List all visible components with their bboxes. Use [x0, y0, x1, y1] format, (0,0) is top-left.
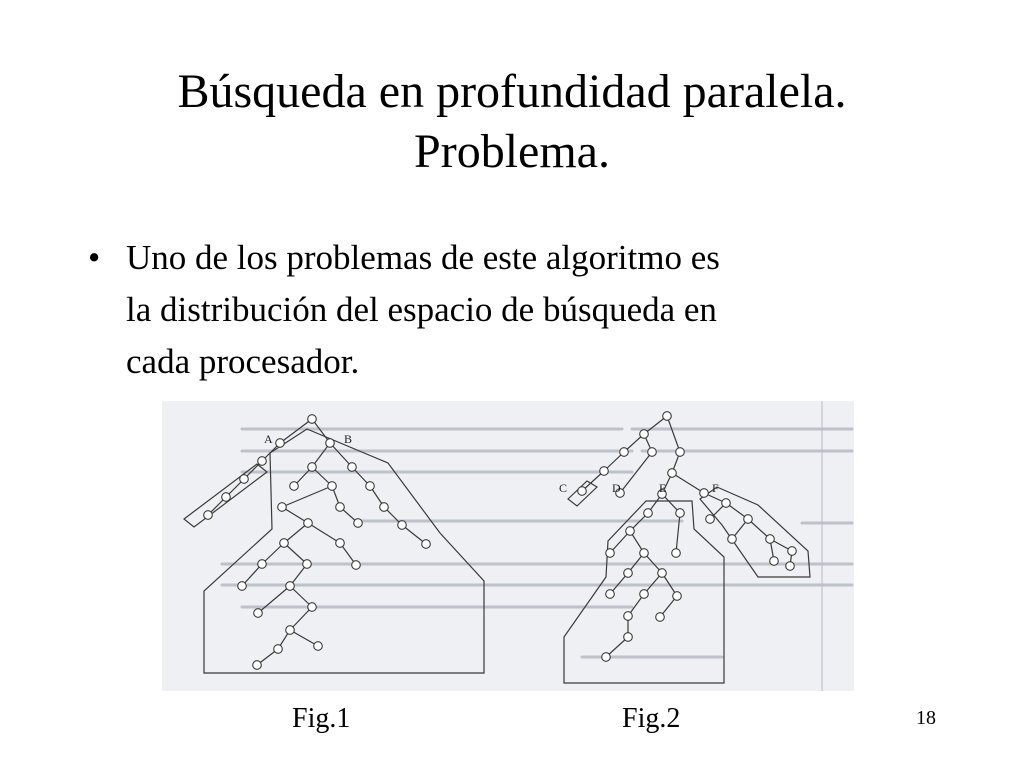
tree-node [304, 519, 313, 528]
tree-node [644, 509, 653, 518]
tree-node [620, 448, 629, 457]
slide-title [0, 62, 1024, 182]
tree-node [640, 549, 649, 558]
tree-node [303, 560, 312, 569]
node-label-e: E [659, 481, 667, 495]
tree-node [658, 569, 667, 578]
node-label-f: F [712, 481, 719, 495]
bullet-line-1: Uno de los problemas de este algoritmo es [126, 238, 720, 277]
tree-node [624, 612, 633, 621]
bullet-line-3: cada procesador. [126, 342, 360, 381]
tree-node [238, 582, 247, 591]
tree-node [422, 540, 431, 549]
tree-node [648, 448, 657, 457]
tree-node [308, 603, 317, 612]
tree-node [600, 467, 609, 476]
tree-node [352, 561, 361, 570]
tree-node [308, 415, 317, 424]
tree-node [278, 503, 287, 512]
tree-node [606, 549, 615, 558]
tree-node [788, 547, 797, 556]
tree-node [274, 645, 283, 654]
tree-node [706, 515, 715, 524]
node-label-b: B [344, 432, 353, 446]
tree-node [626, 527, 635, 536]
tree-node [663, 412, 672, 421]
tree-node [336, 503, 345, 512]
tree-node [348, 463, 357, 472]
tree-node [314, 642, 323, 651]
tree-node [624, 569, 633, 578]
node-label-d: D [612, 481, 621, 495]
tree-node [328, 482, 337, 491]
tree-node [290, 482, 299, 491]
tree-node [286, 582, 295, 591]
title-line-1: Búsqueda en profundidad paralela. [177, 65, 847, 118]
tree-node [258, 560, 267, 569]
tree-node [354, 519, 363, 528]
tree-node [640, 590, 649, 599]
tree-node [326, 439, 335, 448]
tree-node [380, 503, 389, 512]
tree-node [673, 592, 682, 601]
tree-node [602, 653, 611, 662]
tree-node [204, 511, 213, 520]
tree-node [640, 430, 649, 439]
bullet-item [88, 232, 948, 388]
tree-node [222, 493, 231, 502]
tree-node [606, 590, 615, 599]
tree-node [398, 521, 407, 530]
tree-node [286, 626, 295, 635]
tree-node [722, 499, 731, 508]
tree-node [258, 457, 267, 466]
tree-node [578, 487, 587, 496]
figure-caption-2: Fig.2 [622, 703, 681, 734]
tree-node [786, 562, 795, 571]
title-line-2: Problema. [414, 125, 610, 178]
tree-node [676, 509, 685, 518]
tree-node [366, 482, 375, 491]
page-number: 18 [916, 707, 936, 729]
tree-node [336, 539, 345, 548]
tree-node [668, 469, 677, 478]
tree-node [728, 535, 737, 544]
tree-node [744, 515, 753, 524]
bullet-list [88, 232, 948, 388]
bullet-marker: • [88, 238, 101, 277]
tree-node [254, 609, 263, 618]
bullet-line-2: la distribución del espacio de búsqueda en [126, 290, 717, 329]
tree-node [766, 535, 775, 544]
tree-node [280, 539, 289, 548]
tree-node [308, 463, 317, 472]
tree-node [656, 613, 665, 622]
tree-node [676, 448, 685, 457]
tree-node [770, 557, 779, 566]
tree-node [276, 439, 285, 448]
tree-node [253, 661, 262, 670]
tree-node [672, 549, 681, 558]
tree-node [700, 489, 709, 498]
node-label-c: C [559, 481, 568, 495]
tree-node [240, 475, 249, 484]
search-tree-figure [162, 401, 854, 691]
tree-node [624, 633, 633, 642]
figure-caption-1: Fig.1 [292, 703, 351, 734]
node-label-a: A [264, 432, 273, 446]
